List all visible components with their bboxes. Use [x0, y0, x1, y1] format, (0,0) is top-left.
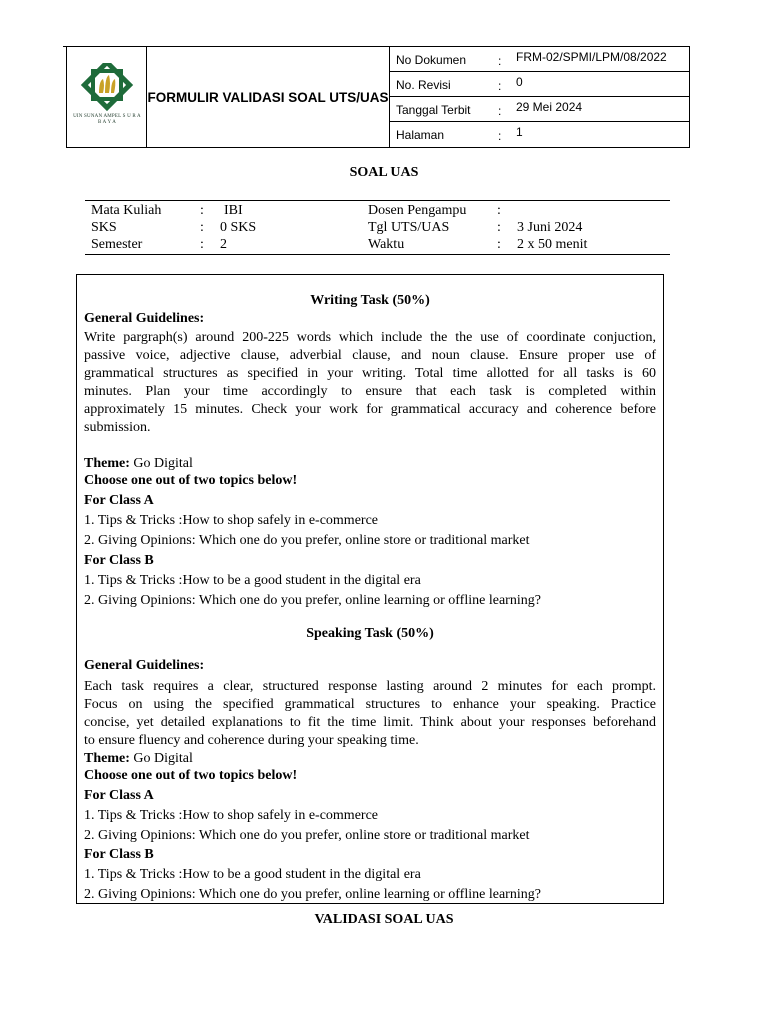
list-item: 1. Tips & Tricks :How to shop safely in e-commerce	[84, 513, 378, 528]
theme-value: Go Digital	[129, 751, 193, 766]
speaking-class-a: For Class A	[84, 788, 154, 803]
speaking-choose: Choose one out of two topics below!	[84, 768, 298, 783]
waktu-label: Waktu	[368, 237, 405, 252]
writing-theme	[84, 456, 656, 472]
meta-row-no-dokumen	[390, 47, 689, 72]
meta-value: 0	[516, 75, 523, 89]
meta-value: FRM-02/SPMI/LPM/08/2022	[516, 50, 667, 64]
logo-cell	[67, 47, 147, 147]
list-item: 1. Tips & Tricks :How to be a good student in the digital era	[84, 573, 421, 588]
speaking-heading: Speaking Task (50%)	[306, 626, 434, 641]
meta-value: 29 Mei 2024	[516, 100, 583, 114]
course-info	[85, 200, 670, 255]
list-item: 2. Giving Opinions: Which one do you prefer, online learning or offline learning?	[84, 887, 541, 902]
guideline-line: concise, yet detailed explanations to fit the time limit. Think about your responses beforehand	[84, 714, 656, 730]
speaking-guidelines-text	[84, 678, 656, 750]
meta-label: No Dokumen	[396, 53, 467, 67]
meta-colon: :	[498, 104, 502, 118]
guideline-line: passive voice, adjective clause, adverbial clause, and noun clause. Ensure proper use of	[84, 347, 656, 363]
form-header	[66, 46, 690, 148]
semester-value: 2	[220, 237, 227, 252]
writing-choose: Choose one out of two topics below!	[84, 473, 298, 488]
guideline-line: Focus on using the specified grammatical structures to enhance your speaking. Practice	[84, 696, 656, 712]
writing-class-b: For Class B	[84, 553, 154, 568]
logo-caption: UIN SUNAN AMPEL S U R A B A Y A	[73, 114, 141, 125]
list-item: 2. Giving Opinions: Which one do you prefer, online learning or offline learning?	[84, 593, 541, 608]
page-title: SOAL UAS	[349, 165, 419, 180]
meta-colon: :	[498, 129, 502, 143]
info-colon: :	[200, 203, 204, 218]
meta-value: 1	[516, 125, 523, 139]
dosen-label: Dosen Pengampu	[368, 203, 467, 218]
mata-kuliah-label: Mata Kuliah	[91, 203, 162, 218]
meta-row-halaman	[390, 122, 689, 147]
speaking-theme	[84, 751, 656, 767]
document-meta	[390, 47, 689, 147]
list-item: 1. Tips & Tricks :How to shop safely in e-commerce	[84, 808, 378, 823]
writing-guidelines-label: General Guidelines:	[84, 311, 205, 326]
semester-label: Semester	[91, 237, 143, 252]
university-logo-icon	[79, 63, 135, 115]
tgl-value: 3 Juni 2024	[517, 220, 583, 235]
guideline-line: submission.	[84, 419, 151, 435]
guideline-line: grammatical structures as specified in your writing. Total time allotted for all tasks is 60	[84, 365, 656, 381]
info-colon: :	[497, 237, 501, 252]
guideline-line: minutes. Plan your time accordingly to ensure that each task is completed within	[84, 383, 656, 399]
waktu-value: 2 x 50 menit	[517, 237, 588, 252]
meta-label: No. Revisi	[396, 78, 451, 92]
form-title: FORMULIR VALIDASI SOAL UTS/UAS	[147, 47, 390, 147]
guideline-line: Write pargraph(s) around 200-225 words which include the the use of coordinate conjuction,	[84, 330, 656, 345]
meta-label: Halaman	[396, 128, 445, 142]
theme-label: Theme:	[84, 751, 130, 766]
list-item: 2. Giving Opinions: Which one do you prefer, online store or traditional market	[84, 533, 530, 548]
mata-kuliah-value: IBI	[224, 203, 243, 218]
writing-heading: Writing Task (50%)	[310, 293, 430, 308]
validation-title: VALIDASI SOAL UAS	[314, 912, 454, 927]
meta-colon: :	[498, 54, 502, 68]
info-colon: :	[497, 220, 501, 235]
guideline-line: approximately 15 minutes. Check your work for grammatical accuracy and coherence before	[84, 401, 656, 417]
exam-content-box	[76, 274, 664, 904]
info-colon: :	[200, 237, 204, 252]
meta-label: Tanggal Terbit	[396, 103, 471, 117]
meta-row-no-revisi	[390, 72, 689, 97]
list-item: 1. Tips & Tricks :How to be a good student in the digital era	[84, 867, 421, 882]
writing-class-a: For Class A	[84, 493, 154, 508]
writing-guidelines-text	[84, 329, 656, 436]
guideline-line: to ensure fluency and coherence during your speaking time.	[84, 732, 419, 748]
theme-value: Go Digital	[129, 456, 193, 471]
speaking-guidelines-label: General Guidelines:	[84, 658, 205, 673]
meta-colon: :	[498, 79, 502, 93]
list-item: 2. Giving Opinions: Which one do you prefer, online store or traditional market	[84, 828, 530, 843]
theme-label: Theme:	[84, 456, 130, 471]
guideline-line: Each task requires a clear, structured response lasting around 2 minutes for each prompt.	[84, 679, 656, 694]
speaking-class-b: For Class B	[84, 847, 154, 862]
info-colon: :	[497, 203, 501, 218]
sks-label: SKS	[91, 220, 117, 235]
meta-row-tanggal-terbit	[390, 97, 689, 122]
info-colon: :	[200, 220, 204, 235]
sks-value: 0 SKS	[220, 220, 257, 235]
tgl-label: Tgl UTS/UAS	[368, 220, 450, 235]
